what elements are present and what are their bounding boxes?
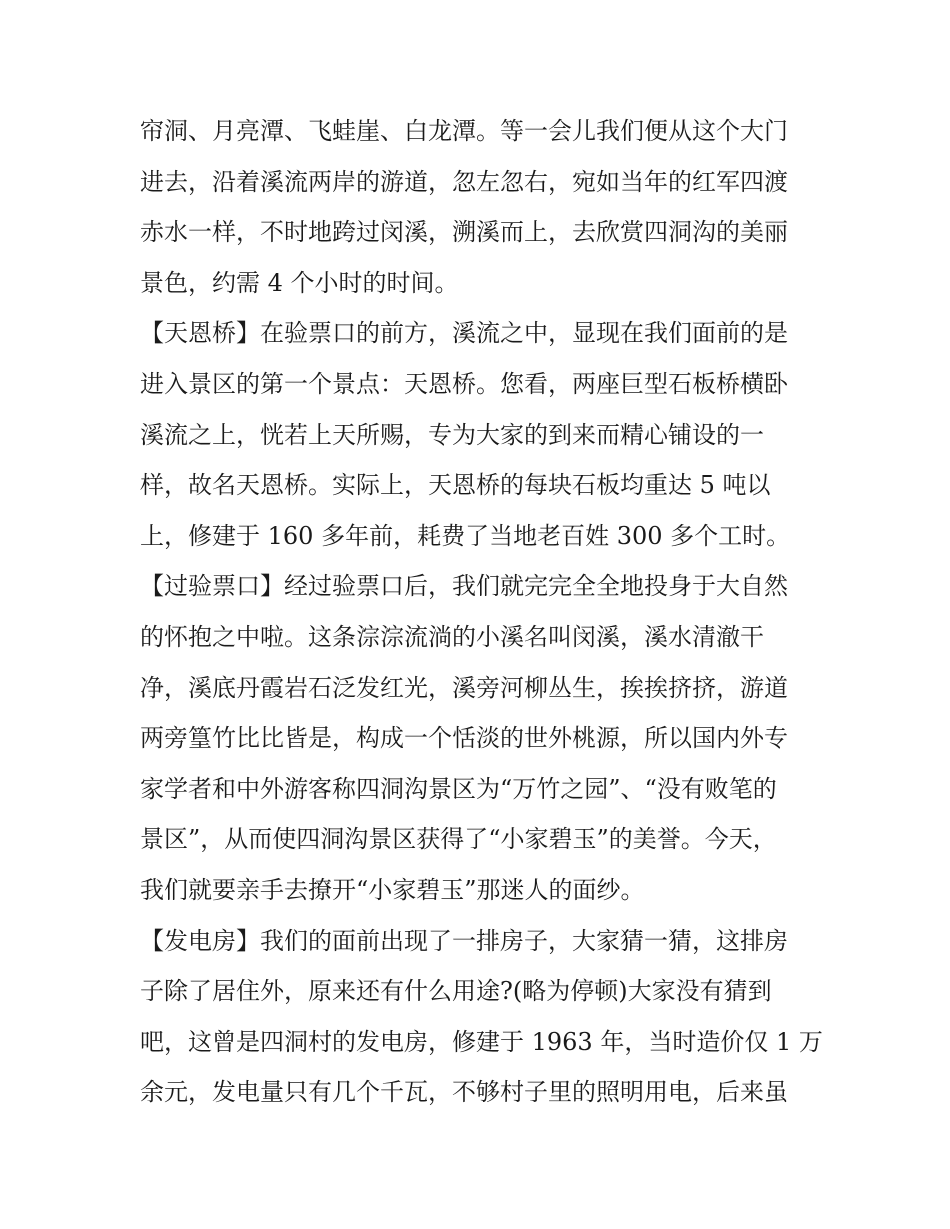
text-line: 进去，沿着溪流两岸的游道，忽左忽右，宛如当年的红军四渡 <box>140 167 788 196</box>
text-line: 进入景区的第一个景点：天恩桥。您看，两座巨型石板桥横卧 <box>140 369 788 398</box>
text-line: 【发电房】我们的面前出现了一排房子，大家猜一猜，这排房 <box>140 926 788 955</box>
text-line: 景色，约需 4 个小时的时间。 <box>140 268 459 297</box>
text-line: 帘洞、月亮潭、飞蛙崖、白龙潭。等一会儿我们便从这个大门 <box>140 117 788 145</box>
text-line: 上，修建于 160 多年前，耗费了当地老百姓 300 多个工时。 <box>140 521 791 550</box>
text-line: 子除了居住外，原来还有什么用途?(略为停顿)大家没有猜到 <box>140 977 772 1006</box>
body-text <box>140 106 823 1118</box>
text-line: 我们就要亲手去撩开“小家碧玉”那迷人的面纱。 <box>140 875 645 904</box>
text-line: 景区”，从而使四洞沟景区获得了“小家碧玉”的美誉。今天， <box>140 825 777 854</box>
text-line: 吧，这曾是四洞村的发电房，修建于 1963 年，当时造价仅 1 万 <box>140 1027 823 1056</box>
text-line: 【过验票口】经过验票口后，我们就完完全全地投身于大自然 <box>140 572 788 601</box>
text-line: 【天恩桥】在验票口的前方，溪流之中，显现在我们面前的是 <box>140 319 788 348</box>
text-line: 两旁篁竹比比皆是，构成一个恬淡的世外桃源，所以国内外专 <box>140 724 788 753</box>
text-line: 的怀抱之中啦。这条淙淙流淌的小溪名叫闵溪，溪水清澈干 <box>140 622 764 651</box>
text-line: 家学者和中外游客称四洞沟景区为“万竹之园”、“没有败笔的 <box>140 774 777 803</box>
text-line: 溪流之上，恍若上天所赐，专为大家的到来而精心铺设的一 <box>140 420 764 449</box>
text-line: 净，溪底丹霞岩石泛发红光，溪旁河柳丛生，挨挨挤挤，游道 <box>140 673 788 702</box>
text-line: 赤水一样，不时地跨过闵溪，溯溪而上，去欣赏四洞沟的美丽 <box>140 218 788 247</box>
text-line: 余元，发电量只有几个千瓦，不够村子里的照明用电，后来虽 <box>140 1078 788 1107</box>
text-line: 样，故名天恩桥。实际上，天恩桥的每块石板均重达 5 吨以 <box>140 471 771 500</box>
